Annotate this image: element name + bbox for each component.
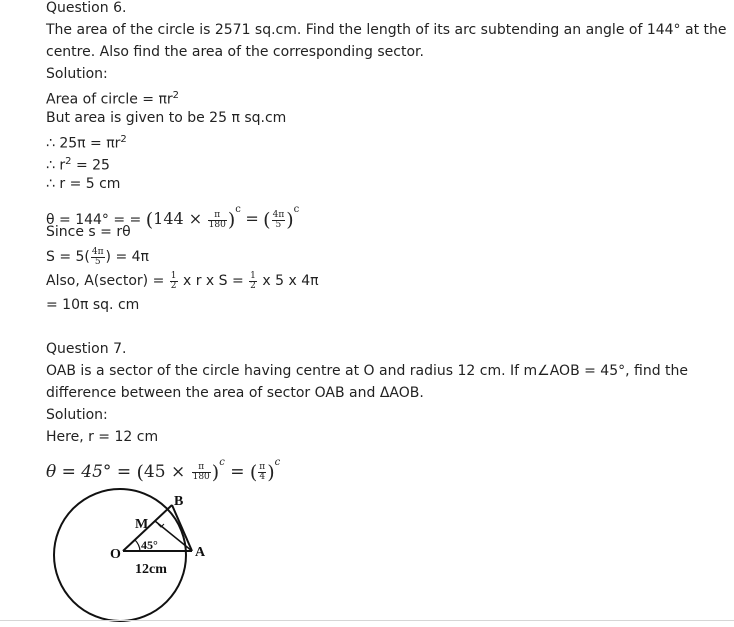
- q6-step3: ∴ r = 5 cm: [46, 176, 121, 192]
- q6-s-equation: S = 5( $\frac{4\pi}{5}$ ) = 4π: [46, 246, 149, 267]
- q7-theta-equation: θ = 45° = (45 × $\frac{\pi}{180}$ )$^c$ = ( $\frac{\pi}{4}$ )$^c$: [46, 457, 281, 484]
- q6-step1: ∴ $25\pi = \pi r^2$: [46, 134, 127, 152]
- q6-area-sector: Also, A(sector) = $\frac{1}{2}$ x r x S = $\frac{1}{2}$ x 5 x 4π: [46, 270, 319, 291]
- label-o: O: [110, 547, 121, 562]
- q6-since: Since s = rθ: [46, 224, 131, 240]
- q6-area-formula: Area of circle = $\pi r^2$: [46, 90, 180, 108]
- q7-text-line2: difference between the area of sector OAB and ΔAOB.: [46, 385, 424, 401]
- label-a: A: [195, 545, 206, 560]
- q6-title: Question 6.: [46, 0, 127, 16]
- q7-text-line1: OAB is a sector of the circle having centre at O and radius 12 cm. If m∠AOB = 45°, find the: [46, 363, 689, 379]
- label-radius: 12cm: [135, 562, 167, 577]
- label-angle: 45°: [141, 538, 158, 552]
- q7-solution-label: Solution:: [46, 407, 108, 423]
- chord-ab: [172, 505, 192, 551]
- label-b: B: [174, 494, 184, 509]
- q6-text-line1: The area of the circle is 2571 sq.cm. Find the length of its arc subtending an angle of 144° at the: [46, 22, 727, 38]
- bottom-divider: [0, 620, 734, 621]
- q7-here: Here, r = 12 cm: [46, 429, 159, 445]
- q6-area-given: But area is given to be 25 π sq.cm: [46, 110, 287, 126]
- q6-solution-label: Solution:: [46, 66, 108, 82]
- q6-theta-equation: θ = 144° = = (144 × $\frac{\pi}{180}$ )$^c$ = ( $\frac{4\pi}{5}$ )$^c$: [46, 204, 300, 231]
- angle-arc: [135, 540, 140, 551]
- q6-result: = 10π sq. cm: [46, 297, 140, 313]
- q6-step2: ∴ $r^2 = 25$: [46, 156, 110, 174]
- q7-title: Question 7.: [46, 341, 127, 357]
- label-m: M: [135, 517, 149, 532]
- q6-text-line2: centre. Also find the area of the corresponding sector.: [46, 44, 424, 60]
